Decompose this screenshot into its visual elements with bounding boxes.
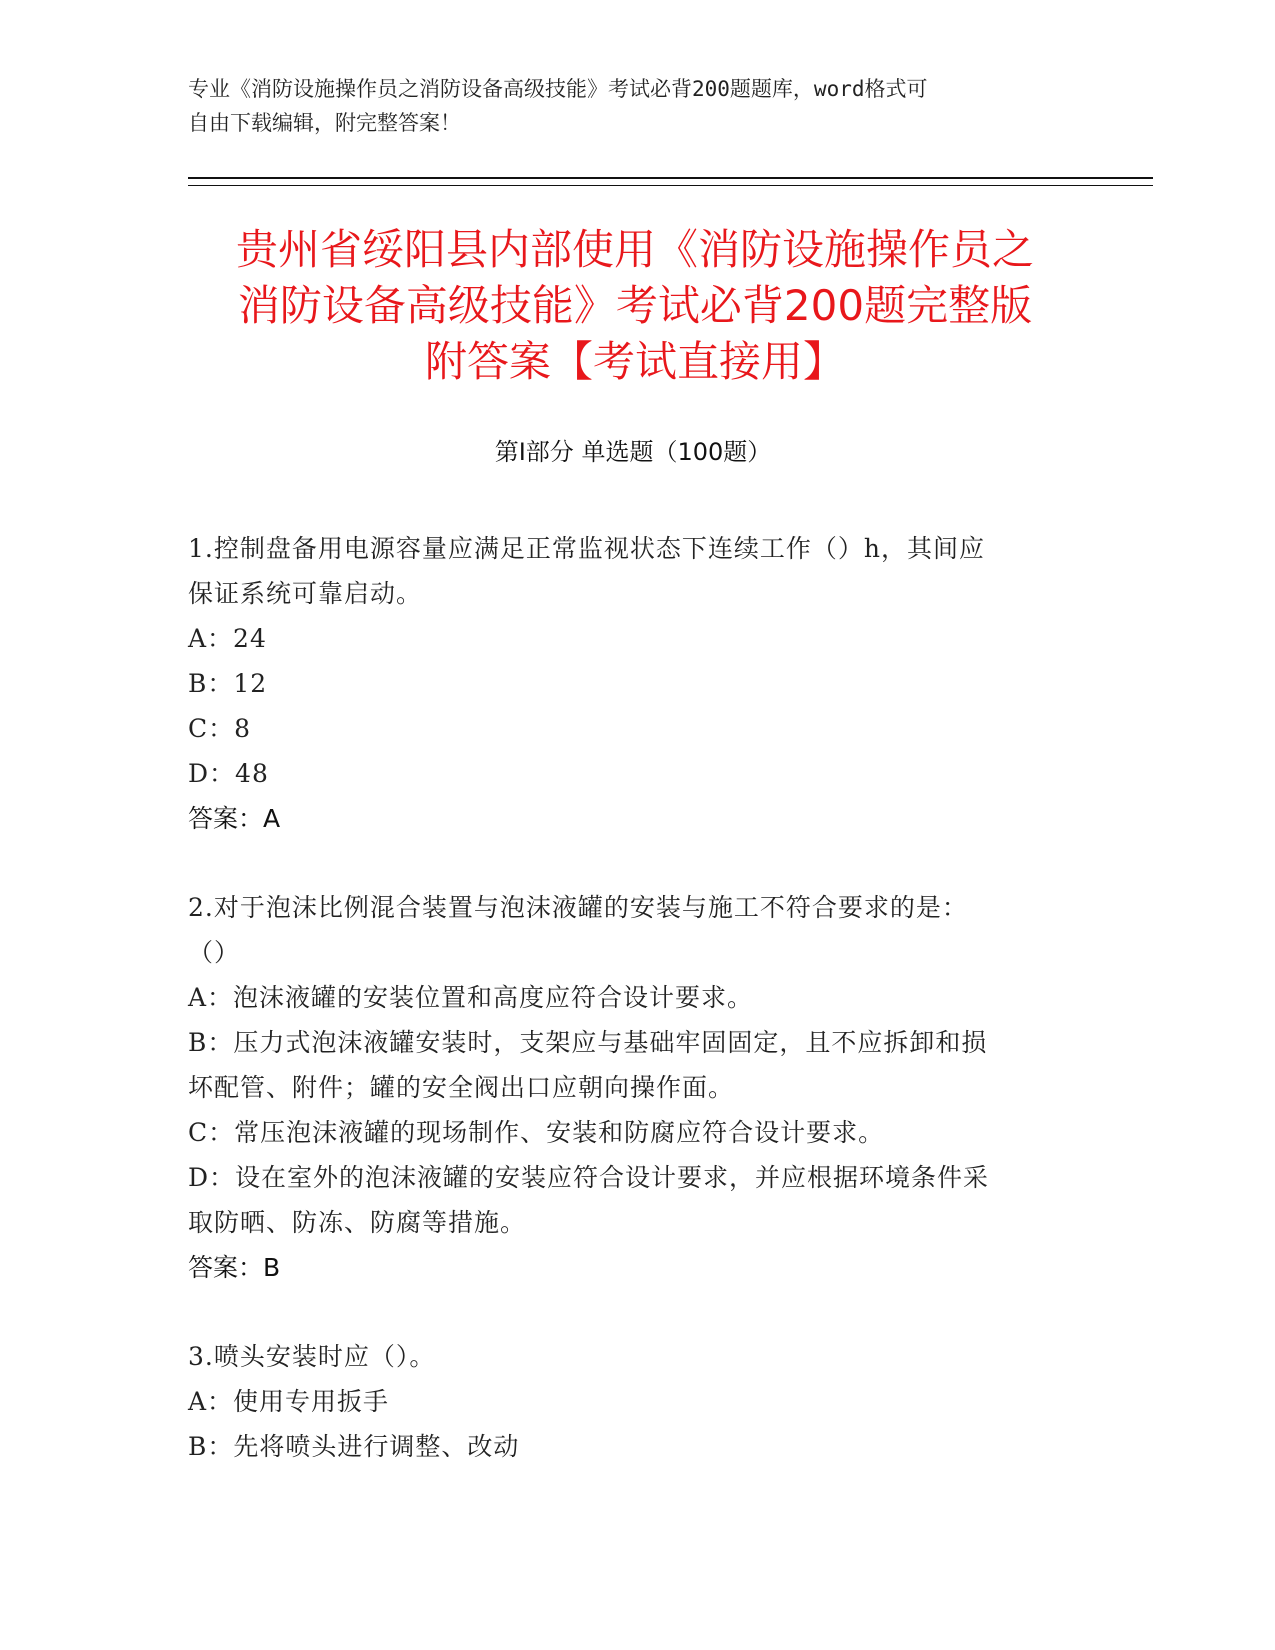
option-c: C：8 xyxy=(188,714,252,743)
document-title-line: 消防设备高级技能》考试必背200题完整版 xyxy=(237,281,1033,330)
question-text: （） xyxy=(188,938,241,967)
question-list xyxy=(188,526,1073,1513)
option-c: C：常压泡沫液罐的现场制作、安装和防腐应符合设计要求。 xyxy=(188,1118,885,1147)
header-note xyxy=(188,72,1068,140)
header-note-line: 自由下载编辑，附完整答案！ xyxy=(188,111,461,135)
document-title xyxy=(190,222,1080,390)
option-a: A：泡沫液罐的安装位置和高度应符合设计要求。 xyxy=(188,983,754,1012)
option-d: D：48 xyxy=(188,759,269,788)
question-item xyxy=(188,526,1073,841)
document-title-line: 附答案【考试直接用】 xyxy=(424,337,845,386)
option-d-continued: 取防晒、防冻、防腐等措施。 xyxy=(188,1208,527,1237)
option-d: D：设在室外的泡沫液罐的安装应符合设计要求，并应根据环境条件采 xyxy=(188,1163,990,1192)
question-text: 1.控制盘备用电源容量应满足正常监视状态下连续工作（）h，其间应 xyxy=(188,534,985,563)
question-item xyxy=(188,885,1073,1290)
option-b: B：12 xyxy=(188,669,268,698)
document-title-line: 贵州省绥阳县内部使用《消防设施操作员之 xyxy=(235,225,1034,274)
answer-text: 答案：B xyxy=(188,1253,281,1282)
option-b: B：先将喷头进行调整、改动 xyxy=(188,1432,520,1461)
answer-text: 答案：A xyxy=(188,804,281,833)
header-rule-thin xyxy=(188,185,1153,186)
option-a: A：使用专用扳手 xyxy=(188,1387,390,1416)
question-item xyxy=(188,1334,1073,1469)
question-text: 3.喷头安装时应（）。 xyxy=(188,1342,436,1371)
option-b: B：压力式泡沫液罐安装时，支架应与基础牢固固定，且不应拆卸和损 xyxy=(188,1028,988,1057)
header-note-line: 专业《消防设施操作员之消防设备高级技能》考试必背200题题库，word格式可 xyxy=(188,77,928,101)
section-title: 第Ⅰ部分 单选题（100题） xyxy=(494,438,772,466)
option-b-continued: 坏配管、附件；罐的安全阀出口应朝向操作面。 xyxy=(188,1073,735,1102)
option-a: A：24 xyxy=(188,624,267,653)
question-text: 2.对于泡沫比例混合装置与泡沫液罐的安装与施工不符合要求的是： xyxy=(188,893,968,922)
question-text: 保证系统可靠启动。 xyxy=(188,579,423,608)
header-rule-thick xyxy=(188,177,1153,179)
